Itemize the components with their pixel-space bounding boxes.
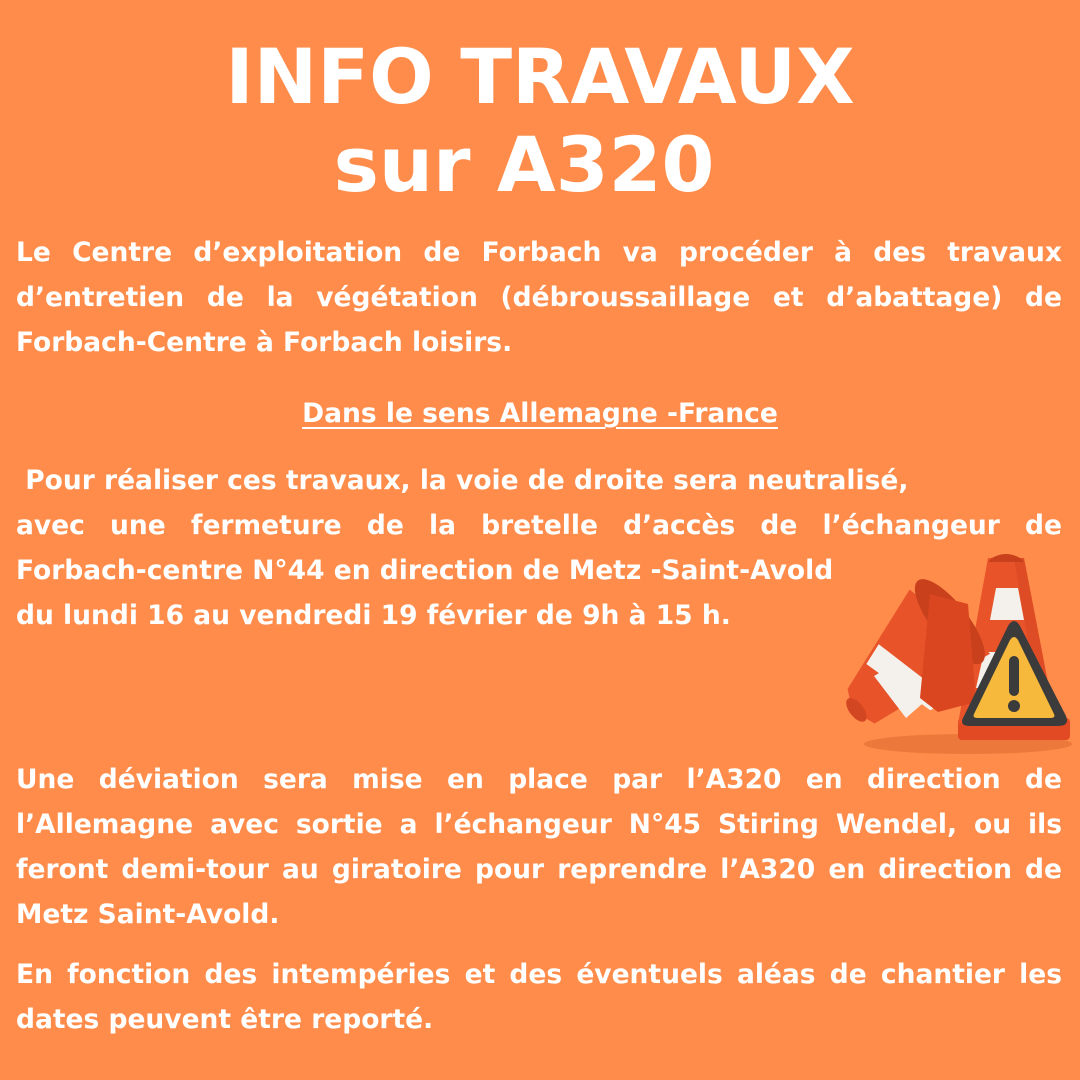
intro-paragraph: Le Centre d’exploitation de Forbach va procéder à des travaux d’entretien de la végétation (débroussaillage et d’abattage) de Forbach-Centre à Forbach loisirs. <box>16 237 1062 358</box>
traffic-cones-warning-icon <box>818 548 1074 758</box>
lying-cone-base <box>920 594 976 712</box>
details-line-3: Forbach-centre N°44 en direction de Metz -Saint-Avold <box>16 555 834 586</box>
title-line-2: sur A320 <box>333 120 715 209</box>
disclaimer-paragraph: En fonction des intempéries et des éventuels aléas de chantier les dates peuvent être reporté. <box>16 959 1062 1035</box>
deviation-paragraph: Une déviation sera mise en place par l’A320 en direction de l’Allemagne avec sortie a l’échangeur N°45 Stiring Wendel, ou ils feront demi-tour au giratoire pour reprendre l’A320 en direction de Metz Saint-Avold. <box>16 764 1062 930</box>
details-line-1: Pour réaliser ces travaux, la voie de droite sera neutralisé, <box>16 465 909 496</box>
title-line-1: INFO TRAVAUX <box>225 32 855 121</box>
details-line-2: avec une fermeture de la bretelle d’accès de l’échangeur de <box>16 510 1062 541</box>
details-line-4: du lundi 16 au vendredi 19 février de 9h à 15 h. <box>16 600 731 631</box>
direction-heading: Dans le sens Allemagne -France <box>302 398 778 429</box>
